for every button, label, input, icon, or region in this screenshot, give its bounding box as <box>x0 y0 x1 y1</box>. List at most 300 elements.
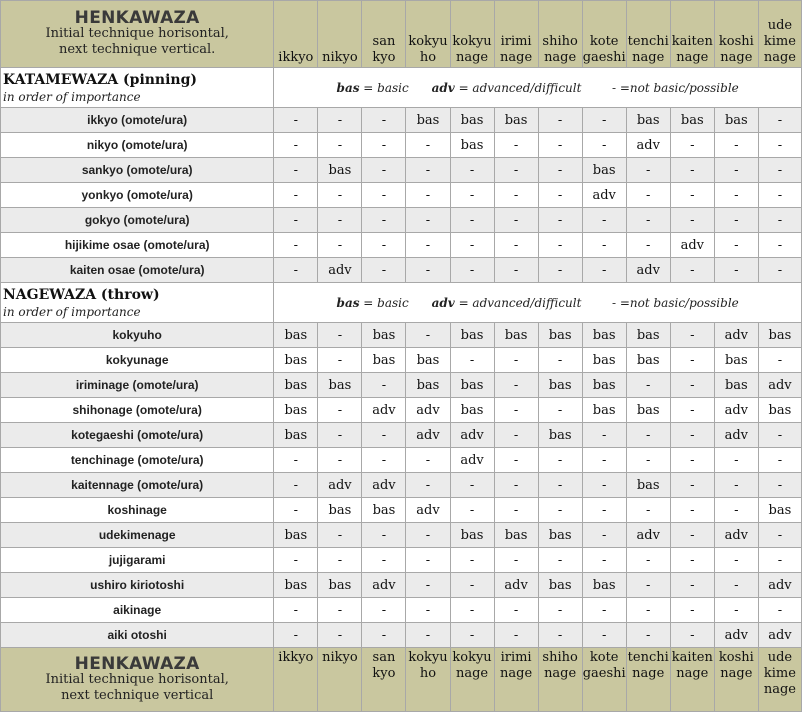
footer-column-header-line: nikyo <box>322 650 358 665</box>
row-label: sankyo (omote/ura) <box>1 158 274 183</box>
table-cell: bas <box>626 108 670 133</box>
table-cell: adv <box>494 573 538 598</box>
legend-adv-key: adv <box>431 80 455 95</box>
table-row <box>1 233 802 258</box>
header-column-header <box>494 1 538 68</box>
section-title: NAGEWAZA (throw) <box>3 286 160 303</box>
header-column-header-line: kaiten <box>671 34 713 49</box>
table-cell: - <box>406 183 450 208</box>
table-cell: - <box>318 348 362 373</box>
footer-title-cell <box>1 648 274 712</box>
legend-adv-text: = advanced/difficult <box>454 80 582 95</box>
table-cell: adv <box>318 258 362 283</box>
table-cell: - <box>670 423 714 448</box>
table-cell: adv <box>362 573 406 598</box>
table-row <box>1 398 802 423</box>
table-cell: - <box>318 623 362 648</box>
table-cell: - <box>538 398 582 423</box>
row-label: aikinage <box>1 598 274 623</box>
table-row <box>1 423 802 448</box>
table-cell: bas <box>362 498 406 523</box>
table-cell: - <box>450 233 494 258</box>
table-row <box>1 448 802 473</box>
table-cell: - <box>538 258 582 283</box>
header-column-header <box>670 1 714 68</box>
table-cell: bas <box>626 473 670 498</box>
table-cell: bas <box>538 573 582 598</box>
footer-subtitle-line: next technique vertical <box>61 687 214 703</box>
table-cell: bas <box>714 348 758 373</box>
table-cell: adv <box>758 373 801 398</box>
header-column-header <box>318 1 362 68</box>
table-cell: - <box>538 208 582 233</box>
table-cell: - <box>714 183 758 208</box>
table-cell: - <box>494 158 538 183</box>
header-column-header-line: kyo <box>372 50 396 65</box>
table-cell: bas <box>274 323 318 348</box>
header-column-header-line: irimi <box>500 34 532 49</box>
table-cell: - <box>538 473 582 498</box>
table-cell: - <box>758 208 801 233</box>
table-cell: bas <box>582 398 626 423</box>
header-column-header-line: nage <box>763 50 796 65</box>
table-cell: bas <box>626 348 670 373</box>
footer-column-header-line: kaiten <box>671 650 713 665</box>
header-column-header <box>274 1 318 68</box>
row-label: kotegaeshi (omote/ura) <box>1 423 274 448</box>
table-cell: bas <box>318 158 362 183</box>
table-row <box>1 323 802 348</box>
table-cell: bas <box>362 348 406 373</box>
table-cell: - <box>450 573 494 598</box>
table-cell: - <box>582 523 626 548</box>
row-label: kokyuho <box>1 323 274 348</box>
table-cell: - <box>494 398 538 423</box>
footer-column-header <box>494 648 538 712</box>
table-cell: - <box>406 573 450 598</box>
header-row <box>1 1 802 68</box>
table-cell: bas <box>758 498 801 523</box>
header-column-header-line: nage <box>500 50 533 65</box>
legend-dash-text: - =not basic/possible <box>611 295 739 310</box>
table-cell: - <box>494 498 538 523</box>
table-cell: - <box>450 623 494 648</box>
header-column-header-line: san <box>372 34 396 49</box>
table-cell: bas <box>406 348 450 373</box>
table-cell: - <box>406 548 450 573</box>
table-cell: - <box>494 448 538 473</box>
table-cell: - <box>582 233 626 258</box>
table-cell: - <box>670 398 714 423</box>
table-cell: - <box>670 448 714 473</box>
footer-column-header-line: nage <box>544 666 577 681</box>
table-cell: - <box>714 573 758 598</box>
table-cell: - <box>538 158 582 183</box>
table-cell: - <box>538 623 582 648</box>
table-cell: - <box>538 348 582 373</box>
table-cell: - <box>538 498 582 523</box>
header-column-header-line: nage <box>720 50 753 65</box>
table-cell: - <box>758 233 801 258</box>
footer-column-header-line: ho <box>419 666 437 681</box>
table-cell: adv <box>714 398 758 423</box>
table-cell: - <box>494 233 538 258</box>
header-subtitle-line: next technique vertical. <box>58 42 216 57</box>
table-cell: - <box>494 133 538 158</box>
table-cell: - <box>670 183 714 208</box>
table-cell: adv <box>450 423 494 448</box>
table-cell: bas <box>406 108 450 133</box>
legend-bas-key: bas <box>336 295 360 310</box>
table-row <box>1 373 802 398</box>
table-cell: - <box>538 598 582 623</box>
table-cell: - <box>450 498 494 523</box>
footer-column-header <box>714 648 758 712</box>
table-cell: - <box>670 208 714 233</box>
header-column-header-line: gaeshi <box>582 50 626 65</box>
footer-column-header-line: san <box>372 650 396 665</box>
row-label: udekimenage <box>1 523 274 548</box>
row-label: koshinage <box>1 498 274 523</box>
table-cell: - <box>582 423 626 448</box>
table-cell: - <box>494 423 538 448</box>
table-cell: - <box>582 133 626 158</box>
header-column-header-line: tenchi <box>627 34 669 49</box>
footer-column-header-line: koshi <box>718 650 754 665</box>
table-cell: - <box>406 623 450 648</box>
row-label: hijikime osae (omote/ura) <box>1 233 274 258</box>
table-cell: adv <box>626 133 670 158</box>
header-column-header <box>626 1 670 68</box>
row-label: kokyunage <box>1 348 274 373</box>
table-cell: - <box>538 133 582 158</box>
footer-column-header-line: kokyu <box>408 650 448 665</box>
table-row <box>1 158 802 183</box>
row-label: ikkyo (omote/ura) <box>1 108 274 133</box>
table-row <box>1 498 802 523</box>
table-cell: - <box>714 133 758 158</box>
table-cell: bas <box>538 423 582 448</box>
table-cell: - <box>538 183 582 208</box>
footer-column-header-line: ude <box>767 650 793 665</box>
table-cell: - <box>494 598 538 623</box>
footer-column-header-line: nage <box>763 682 796 697</box>
table-row <box>1 258 802 283</box>
table-cell: - <box>626 208 670 233</box>
table-cell: - <box>582 208 626 233</box>
footer-column-header-line: nage <box>720 666 753 681</box>
table-cell: bas <box>582 323 626 348</box>
footer-column-header <box>450 648 494 712</box>
table-cell: bas <box>274 523 318 548</box>
footer-column-header-line: tenchi <box>627 650 669 665</box>
table-cell: - <box>362 258 406 283</box>
table-cell: bas <box>450 373 494 398</box>
table-cell: - <box>670 623 714 648</box>
table-cell: - <box>450 348 494 373</box>
table-cell: - <box>494 208 538 233</box>
table-cell: - <box>274 548 318 573</box>
table-cell: - <box>274 158 318 183</box>
footer-column-header-line: kyo <box>372 666 396 681</box>
table-cell: - <box>758 548 801 573</box>
table-cell: - <box>626 548 670 573</box>
table-cell: - <box>362 423 406 448</box>
table-cell: - <box>450 183 494 208</box>
header-column-header-line: kokyu <box>408 34 448 49</box>
table-cell: - <box>670 598 714 623</box>
table-cell: - <box>626 623 670 648</box>
table-cell: - <box>274 208 318 233</box>
footer-column-header <box>362 648 406 712</box>
table-cell: bas <box>274 423 318 448</box>
row-label: ushiro kiriotoshi <box>1 573 274 598</box>
header-column-header-line: nage <box>455 50 489 65</box>
table-cell: bas <box>626 323 670 348</box>
table-cell: - <box>406 233 450 258</box>
table-cell: adv <box>362 473 406 498</box>
row-label: tenchinage (omote/ura) <box>1 448 274 473</box>
table-cell: - <box>362 523 406 548</box>
table-cell: - <box>274 623 318 648</box>
table-cell: adv <box>714 623 758 648</box>
footer-column-header-line: nage <box>455 666 489 681</box>
table-row <box>1 598 802 623</box>
table-cell: - <box>758 448 801 473</box>
row-label: iriminage (omote/ura) <box>1 373 274 398</box>
table-cell: - <box>494 373 538 398</box>
table-cell: bas <box>318 573 362 598</box>
table-cell: bas <box>318 498 362 523</box>
table-cell: - <box>538 108 582 133</box>
table-cell: bas <box>582 573 626 598</box>
table-cell: - <box>538 448 582 473</box>
header-column-header <box>362 1 406 68</box>
table-cell: - <box>274 598 318 623</box>
header-subtitle-line: Initial technique horisontal, <box>45 26 229 41</box>
footer-column-header <box>318 648 362 712</box>
section-note: in order of importance <box>3 304 141 319</box>
table-cell: - <box>406 598 450 623</box>
table-cell: - <box>714 498 758 523</box>
table-cell: - <box>626 448 670 473</box>
row-label: nikyo (omote/ura) <box>1 133 274 158</box>
table-cell: - <box>406 448 450 473</box>
table-cell: bas <box>538 323 582 348</box>
table-cell: - <box>670 373 714 398</box>
table-cell: - <box>318 598 362 623</box>
footer-column-header <box>538 648 582 712</box>
table-cell: - <box>758 423 801 448</box>
table-cell: - <box>758 133 801 158</box>
footer-column-header-line: nage <box>500 666 533 681</box>
table-cell: - <box>626 183 670 208</box>
table-cell: - <box>582 498 626 523</box>
table-cell: - <box>714 598 758 623</box>
table-cell: - <box>758 348 801 373</box>
table-cell: - <box>362 373 406 398</box>
table-cell: bas <box>670 108 714 133</box>
table-cell: - <box>626 233 670 258</box>
table-cell: - <box>406 473 450 498</box>
table-cell: - <box>582 598 626 623</box>
table-cell: - <box>274 108 318 133</box>
row-label: shihonage (omote/ura) <box>1 398 274 423</box>
table-cell: bas <box>582 158 626 183</box>
legend-dash-text: - =not basic/possible <box>611 80 739 95</box>
table-cell: bas <box>450 323 494 348</box>
table-cell: bas <box>538 523 582 548</box>
footer-column-header <box>670 648 714 712</box>
table-cell: - <box>362 208 406 233</box>
table-cell: adv <box>714 423 758 448</box>
table-cell: - <box>714 233 758 258</box>
table-cell: - <box>494 183 538 208</box>
table-cell: - <box>318 448 362 473</box>
row-label: yonkyo (omote/ura) <box>1 183 274 208</box>
table-cell: bas <box>274 398 318 423</box>
footer-row <box>1 648 802 712</box>
table-cell: bas <box>494 323 538 348</box>
table-cell: - <box>538 233 582 258</box>
section-header-row <box>1 283 802 323</box>
table-cell: adv <box>626 523 670 548</box>
header-column-header-line: ude kime <box>763 18 796 49</box>
section-heading <box>1 283 274 323</box>
table-cell: bas <box>406 373 450 398</box>
table-cell: - <box>362 598 406 623</box>
legend-bas-text: = basic <box>359 80 409 95</box>
table-cell: - <box>626 498 670 523</box>
table-cell: - <box>626 598 670 623</box>
table-row <box>1 573 802 598</box>
table-cell: adv <box>406 398 450 423</box>
table-cell: - <box>494 348 538 373</box>
header-column-header-line: ikkyo <box>278 50 314 65</box>
table-cell: - <box>494 473 538 498</box>
table-cell: bas <box>450 108 494 133</box>
table-cell: - <box>758 473 801 498</box>
section-title: KATAMEWAZA (pinning) <box>3 71 198 88</box>
table-cell: - <box>582 258 626 283</box>
table-row <box>1 548 802 573</box>
table-cell: - <box>318 423 362 448</box>
table-cell: - <box>714 473 758 498</box>
table-cell: bas <box>494 108 538 133</box>
table-cell: bas <box>582 348 626 373</box>
table-cell: bas <box>274 373 318 398</box>
table-cell: - <box>670 133 714 158</box>
table-cell: - <box>714 208 758 233</box>
table-cell: - <box>318 133 362 158</box>
row-label: gokyo (omote/ura) <box>1 208 274 233</box>
table-cell: bas <box>450 133 494 158</box>
table-cell: - <box>670 473 714 498</box>
table-cell: bas <box>450 523 494 548</box>
table-cell: - <box>714 258 758 283</box>
table-row <box>1 348 802 373</box>
table-cell: - <box>274 133 318 158</box>
table-cell: adv <box>626 258 670 283</box>
table-cell: - <box>406 208 450 233</box>
table-cell: - <box>626 573 670 598</box>
table-cell: bas <box>274 348 318 373</box>
table-cell: - <box>714 158 758 183</box>
table-cell: - <box>406 258 450 283</box>
table-cell: adv <box>758 623 801 648</box>
table-cell: - <box>626 373 670 398</box>
table-cell: - <box>758 108 801 133</box>
table-cell: bas <box>714 373 758 398</box>
header-column-header <box>406 1 450 68</box>
footer-subtitle-line: Initial technique horisontal, <box>45 671 229 687</box>
table-row <box>1 108 802 133</box>
footer-column-header <box>582 648 626 712</box>
legend-adv-text: = advanced/difficult <box>454 295 582 310</box>
table-cell: - <box>450 548 494 573</box>
table-cell: - <box>758 158 801 183</box>
legend-adv-key: adv <box>431 295 455 310</box>
table-cell: - <box>406 133 450 158</box>
table-cell: - <box>494 548 538 573</box>
footer-column-header-line: nage <box>676 666 709 681</box>
table-cell: - <box>758 598 801 623</box>
table-row <box>1 523 802 548</box>
legend <box>274 68 802 108</box>
table-cell: bas <box>538 373 582 398</box>
row-label: kaitennage (omote/ura) <box>1 473 274 498</box>
table-cell: - <box>450 158 494 183</box>
table-cell: adv <box>450 448 494 473</box>
header-column-header-line: nikyo <box>322 50 358 65</box>
header-column-header-line: kote <box>589 34 619 49</box>
row-label: aiki otoshi <box>1 623 274 648</box>
table-cell: - <box>670 523 714 548</box>
table-row <box>1 473 802 498</box>
footer-column-header <box>758 648 801 712</box>
table-cell: - <box>362 108 406 133</box>
footer-column-header-line: kime <box>763 666 796 681</box>
table-cell: - <box>318 233 362 258</box>
table-cell: adv <box>714 323 758 348</box>
table-cell: - <box>406 323 450 348</box>
footer-column-header <box>626 648 670 712</box>
header-column-header <box>450 1 494 68</box>
table-cell: - <box>362 183 406 208</box>
table-cell: - <box>318 523 362 548</box>
table-cell: - <box>758 183 801 208</box>
table-cell: adv <box>406 498 450 523</box>
table-cell: - <box>538 548 582 573</box>
table-cell: - <box>670 158 714 183</box>
header-column-header <box>758 1 801 68</box>
legend-bas-key: bas <box>336 80 360 95</box>
row-label: jujigarami <box>1 548 274 573</box>
table-cell: - <box>582 473 626 498</box>
footer-column-header-line: kote <box>589 650 619 665</box>
table-cell: - <box>362 448 406 473</box>
table-cell: bas <box>450 398 494 423</box>
table-cell: adv <box>714 523 758 548</box>
table-cell: - <box>670 323 714 348</box>
section-note: in order of importance <box>3 89 141 104</box>
legend <box>274 283 802 323</box>
table-cell: - <box>758 523 801 548</box>
header-column-header-line: nage <box>676 50 709 65</box>
table-cell: - <box>626 423 670 448</box>
table-cell: adv <box>406 423 450 448</box>
table-cell: adv <box>670 233 714 258</box>
